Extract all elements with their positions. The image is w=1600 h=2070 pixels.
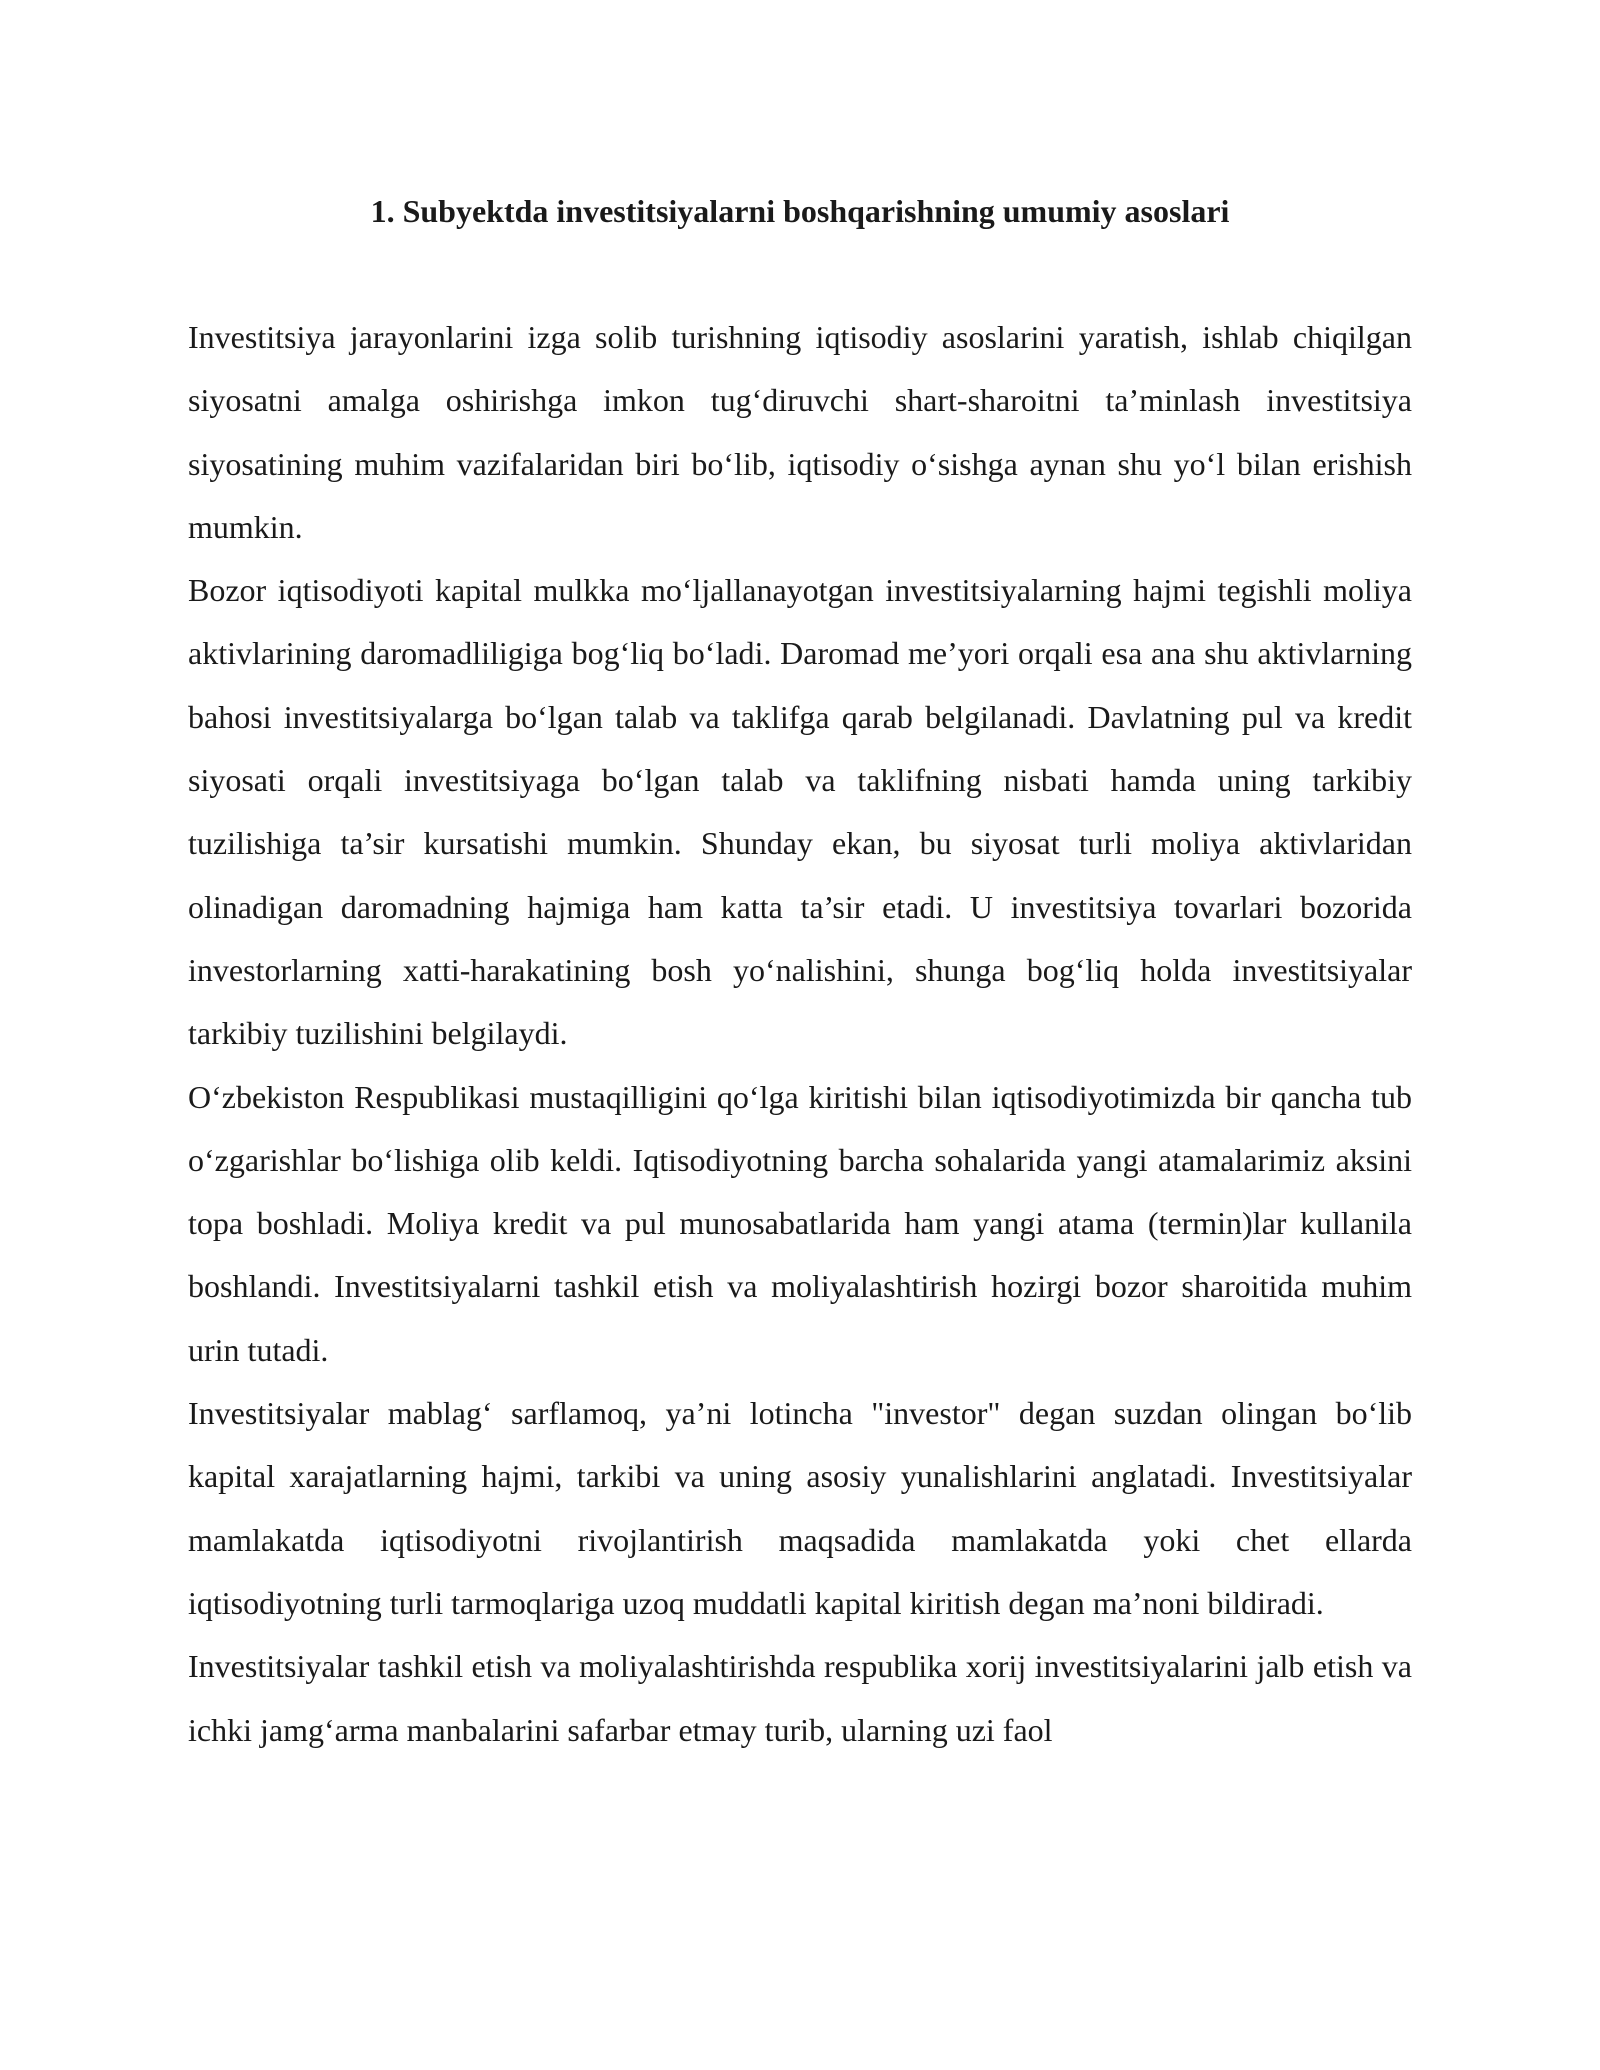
- paragraph: Investitsiya jarayonlarini izga solib turishning iqtisodiy asoslarini yaratish, ishlab chiqilgan siyosatni amalga oshirishga imkon tug‘diruvchi shart-sharoitni ta’minlash investitsiya siyosatining muhim vazifalaridan biri bo‘lib, iqtisodiy o‘sishga aynan shu yo‘l bilan erishish mumkin.: [188, 319, 1412, 545]
- document-body: [188, 306, 1412, 1762]
- paragraph: Investitsiyalar mablag‘ sarflamoq, ya’ni lotincha "investor" degan suzdan olingan bo‘lib kapital xarajatlarning hajmi, tarkibi va uning asosiy yunalishlarini anglatadi. Investitsiyalar mamlakatda iqtisodiyotni rivojlantirish maqsadida mamlakatda yoki chet ellarda iqtisodiyotning turli tarmoqlariga uzoq muddatli kapital kiritish degan ma’noni bildiradi.: [188, 1395, 1412, 1621]
- paragraph: Bozor iqtisodiyoti kapital mulkka mo‘ljallanayotgan investitsiyalarning hajmi tegishli moliya aktivlarining daromadliligiga bog‘liq bo‘ladi. Daromad me’yori orqali esa ana shu aktivlarning bahosi investitsiyalarga bo‘lgan talab va taklifga qarab belgilanadi. Davlatning pul va kredit siyosati orqali investitsiyaga bo‘lgan talab va taklifning nisbati hamda uning tarkibiy tuzilishiga ta’sir kursatishi mumkin. Shunday ekan, bu siyosat turli moliya aktivlaridan olinadigan daromadning hajmiga ham katta ta’sir etadi. U investitsiya tovarlari bozorida investorlarning xatti-harakatining bosh yo‘nalishini, shunga bog‘liq holda investitsiyalar tarkibiy tuzilishini belgilaydi.: [188, 572, 1412, 1052]
- section-title: 1. Subyektda investitsiyalarni boshqarishning umumiy asoslari: [370, 193, 1230, 229]
- paragraph: Investitsiyalar tashkil etish va moliyalashtirishda respublika xorij investitsiyalarini jalb etish va ichki jamg‘arma manbalarini safarbar etmay turib, ularning uzi faol: [188, 1648, 1412, 1748]
- paragraph: O‘zbekiston Respublikasi mustaqilligini qo‘lga kiritishi bilan iqtisodiyotimizda bir qancha tub o‘zgarishlar bo‘lishiga olib keldi. Iqtisodiyotning barcha sohalarida yangi atamalarimiz aksini topa boshladi. Moliya kredit va pul munosabatlarida ham yangi atama (termin)lar kullanila boshlandi. Investitsiyalarni tashkil etish va moliyalashtirish hozirgi bozor sharoitida muhim urin tutadi.: [188, 1078, 1412, 1368]
